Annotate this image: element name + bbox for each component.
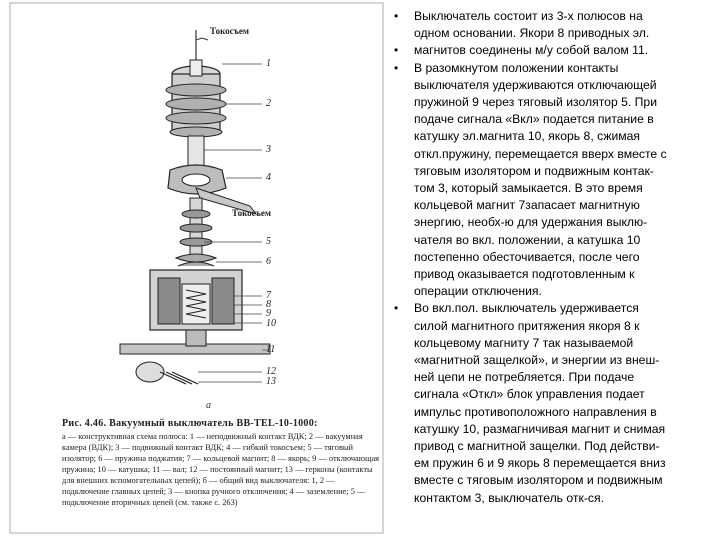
bullet-line: «магнитной защелкой», и энергии из внеш- xyxy=(414,353,660,368)
figure-sublabel: а xyxy=(206,400,211,411)
bullet-item-2 xyxy=(394,42,714,59)
permanent-magnet xyxy=(136,362,164,382)
bullet-line: выключателя удерживаются отключающей xyxy=(414,77,657,92)
part-label-9: 9 xyxy=(266,308,271,319)
bullet-line: подаче сигнала «Вкл» подается питание в xyxy=(414,112,654,127)
top-lead-pointer xyxy=(196,38,208,40)
bullet-line: постепенно обесточивается, после чего xyxy=(414,249,640,264)
bullet-line: сигнала «Откл» блок управления подает xyxy=(414,387,645,402)
bullet-dot: • xyxy=(394,60,399,75)
bullet-line: чателя во вкл. положении, а катушка 10 xyxy=(414,232,641,247)
bullet-line: привод оказывается подготовленным к xyxy=(414,267,635,282)
bullet-item-4 xyxy=(394,300,714,506)
bullet-item-1 xyxy=(394,8,714,42)
ring-magnet-right xyxy=(212,278,234,324)
figure-caption xyxy=(62,418,382,508)
bullet-line: одном основании. Якори 8 приводных эл. xyxy=(414,26,650,41)
bullet-line: контактом 3, выключатель отк-ся. xyxy=(414,490,604,505)
part-label-11: 11 xyxy=(266,344,276,355)
pressure-spring xyxy=(176,254,216,266)
part-label-4: 4 xyxy=(266,172,271,183)
part-label-7: 7 xyxy=(266,290,271,301)
reed-switches xyxy=(160,372,198,384)
insulator-sheds xyxy=(180,210,212,246)
part-label-12: 12 xyxy=(266,366,276,377)
bullet-line: операции отключения. xyxy=(414,284,542,299)
bullet-line: Во вкл.пол. выключатель удерживается xyxy=(414,301,639,316)
bullet-line: ем пружин 6 и 9 якорь 8 перемещается вниз xyxy=(414,456,666,471)
part-label-3: 3 xyxy=(266,144,271,155)
mid-current-lead-label: Токосъем xyxy=(232,208,272,218)
bullet-line: пружиной 9 через тяговый изолятор 5. При xyxy=(414,95,658,110)
fixed-contact-rod xyxy=(190,60,202,76)
part-label-1: 1 xyxy=(266,58,271,69)
bullet-line: откл.пружину, перемещается вверх вместе с xyxy=(414,146,667,161)
bullet-line: кольцевой магнит 7запасает магнитную xyxy=(414,198,640,213)
bullet-dot: • xyxy=(394,301,399,316)
bullet-line: кольцевому магниту 7 так называемой xyxy=(414,335,634,350)
flexible-lead-hole xyxy=(182,174,210,186)
bullet-line: привод с магнитной защелки. Под действи- xyxy=(414,439,660,454)
part-label-8: 8 xyxy=(266,299,271,310)
bullet-line: тяговым изолятором и подвижным контак- xyxy=(414,163,654,178)
bullet-line: Выключатель состоит из 3-х полюсов на xyxy=(414,9,643,23)
bullet-line: В разомкнутом положении контакты xyxy=(414,60,619,75)
bullet-line: ней цепи не потребляется. При подаче xyxy=(414,370,635,385)
bullet-dot: • xyxy=(394,9,399,23)
bullet-line: катушку 10, размагничивая магнит и снимая xyxy=(414,421,666,436)
bullet-list xyxy=(394,8,714,507)
ring-magnet-left xyxy=(158,278,180,324)
bullet-line: магнитов соединены м/у собой валом 11. xyxy=(414,43,649,58)
moving-contact xyxy=(188,136,204,166)
bullet-line: силой магнитного притяжения якоря 8 к xyxy=(414,318,640,333)
bullet-line: том 3, который замыкается. В это время xyxy=(414,181,643,196)
part-label-5: 5 xyxy=(266,236,271,247)
part-label-6: 6 xyxy=(266,256,271,267)
caption-title: Рис. 4.46. Вакуумный выключатель ВВ-TEL-10-1000: xyxy=(62,418,318,429)
bullet-line: катушку эл.магнита 10, якорь 8, сжимая xyxy=(414,129,641,144)
bullet-line: вместе с тяговым изолятором и подвижным xyxy=(414,473,663,488)
part-label-13: 13 xyxy=(266,376,276,387)
part-label-2: 2 xyxy=(266,98,271,109)
top-current-lead-label: Токосъем xyxy=(210,26,250,36)
caption-body: а — конструктивная схема полюса: 1 — неподвижный контакт ВДК; 2 — вакуумная камера (ВДК); 3 — подвижный контакт ВДК; 4 — гибкий токосъем; 5 — тяговый изолятор; 6 — пружина поджатия; 7 — кольцевой магнит; 8 — якорь; 9 — отключающая пружина; 10 — катушка; 11 — вал; 12 — постоянный магнит; 13 — герконы (контакты для внешних вспомогательных цепей); б — общий вид выключателя: 1, 2 — подключение главных цепей; 3 — кнопка ручного отключения; 4 — заземление; 5 — подключение вторичных цепей (см. также с. 263) xyxy=(62,432,380,507)
part-label-10: 10 xyxy=(266,318,276,329)
bullet-item-3 xyxy=(394,60,714,301)
bullet-dot: • xyxy=(394,43,399,58)
bullet-line: импульс противоположного направления в xyxy=(414,404,657,419)
shaft-link xyxy=(186,330,206,346)
bullet-line: энергию, необх-ю для удержания выклю- xyxy=(414,215,648,230)
